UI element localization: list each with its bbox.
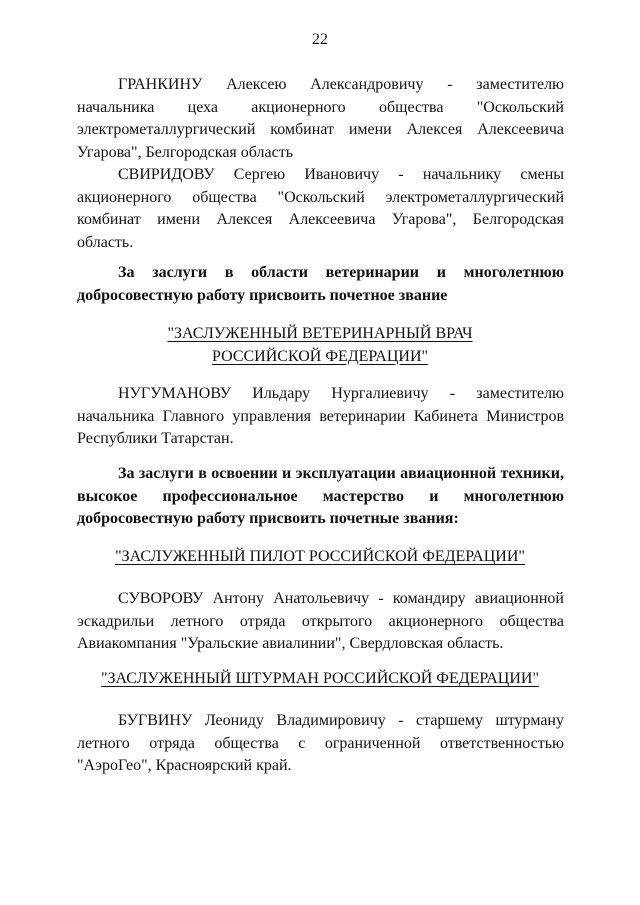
title-line: "ЗАСЛУЖЕННЫЙ ШТУРМАН РОССИЙСКОЙ ФЕДЕРАЦИИ" xyxy=(100,670,539,687)
entry-line: эскадрильи летного отряда открытого акционерного общества xyxy=(77,612,564,630)
entry-line: начальника цеха акционерного общества "Оскольский xyxy=(77,98,564,116)
honorary-title-veterinarian xyxy=(0,323,640,368)
entry-line: ГРАНКИНУ Алексею Александровичу - заместителю xyxy=(118,76,564,93)
entry-line: Республики Татарстан. xyxy=(77,430,234,447)
entry-line: акционерного общества "Оскольский электрометаллургический xyxy=(77,188,564,206)
decree-paragraph-veterinary xyxy=(77,262,564,307)
award-entry-grankin xyxy=(77,74,564,164)
entry-line: электрометаллургический комбинат имени Алексея Алексеевича xyxy=(77,121,564,138)
decree-line: высокое профессиональное мастерство и многолетнюю xyxy=(77,487,564,505)
award-entry-bugvin xyxy=(77,710,564,778)
title-line: "ЗАСЛУЖЕННЫЙ ВЕТЕРИНАРНЫЙ ВРАЧ xyxy=(167,325,473,342)
entry-line: СУВОРОВУ Антону Анатольевичу - командиру авиационной xyxy=(118,590,564,607)
entry-line: Авиакомпания "Уральские авиалинии", Свердловская область. xyxy=(77,635,504,652)
honorary-title-pilot xyxy=(0,546,640,569)
award-entry-suvorov xyxy=(77,588,564,656)
decree-line: добросовестную работу присвоить почетное звание xyxy=(77,286,448,304)
entry-line: Угарова", Белгородская область xyxy=(77,143,293,161)
decree-paragraph-aviation xyxy=(77,463,564,531)
entry-line: БУГВИНУ Леониду Владимировичу - старшему штурману xyxy=(118,712,564,729)
entry-line: СВИРИДОВУ Сергею Ивановичу - начальнику смены xyxy=(118,166,564,183)
entry-line: летного отряда общества с ограниченной ответственностью xyxy=(77,734,564,752)
award-entry-sviridov xyxy=(77,164,564,254)
award-entry-nugumanov xyxy=(77,383,564,451)
decree-line: За заслуги в области ветеринарии и многолетнюю xyxy=(118,264,564,281)
entry-line: начальника Главного управления ветеринарии Кабинета Министров xyxy=(77,407,564,425)
honorary-title-navigator xyxy=(0,668,640,691)
entry-line: НУГУМАНОВУ Ильдару Нургалиевичу - заместителю xyxy=(118,385,564,402)
page-number: 22 xyxy=(312,31,328,48)
title-line: "ЗАСЛУЖЕННЫЙ ПИЛОТ РОССИЙСКОЙ ФЕДЕРАЦИИ" xyxy=(115,548,525,565)
entry-line: "АэроГео", Красноярский край. xyxy=(77,757,292,774)
entry-line: комбинат имени Алексея Алексеевича Угарова", Белгородская xyxy=(77,211,564,228)
decree-line: За заслуги в освоении и эксплуатации авиационной техники, xyxy=(118,465,564,482)
entry-line: область. xyxy=(77,233,134,251)
decree-line: добросовестную работу присвоить почетные звания: xyxy=(77,510,459,527)
title-line: РОССИЙСКОЙ ФЕДЕРАЦИИ" xyxy=(211,347,429,365)
